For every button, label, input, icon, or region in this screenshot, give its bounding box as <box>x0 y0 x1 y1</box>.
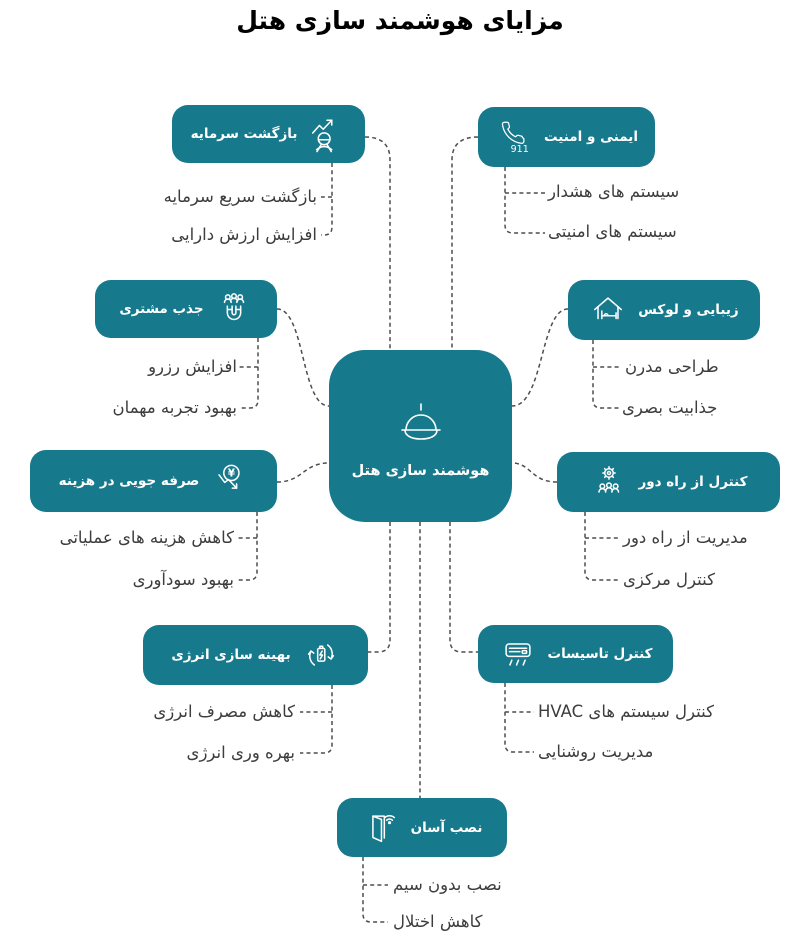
branch-label: جذب مشتری <box>119 301 204 317</box>
page-title: مزایای هوشمند سازی هتل <box>236 6 564 35</box>
branch-label: بازگشت سرمایه <box>190 126 298 142</box>
sub-item: بهبود تجربه مهمان <box>112 398 237 417</box>
currency-symbol-label: ¥ <box>228 467 236 480</box>
connector-path <box>363 857 388 922</box>
cloche-icon <box>393 394 449 450</box>
sub-item: بهبود سودآوری <box>132 570 234 589</box>
branch-label: ایمنی و امنیت <box>543 129 638 145</box>
central-node-hotel-automation <box>329 350 512 522</box>
sub-item: کاهش اختلال <box>393 912 483 931</box>
branch-node-customer <box>95 280 277 338</box>
connector-path <box>277 463 329 482</box>
sub-item: سیستم های امنیتی <box>548 222 677 241</box>
investor-growth-icon <box>308 115 346 153</box>
customer-magnet-icon <box>215 290 253 328</box>
connector-path <box>593 340 621 408</box>
connector-path <box>239 338 258 408</box>
connector-path <box>450 522 478 652</box>
branch-node-hvac <box>478 625 673 683</box>
remote-control-icon <box>590 463 628 501</box>
connector-path <box>277 309 329 406</box>
energy-optimization-icon <box>302 636 340 674</box>
connector-path <box>368 522 390 652</box>
luxury-home-icon <box>589 291 627 329</box>
branch-node-cost-saving <box>30 450 277 512</box>
easy-install-icon <box>362 809 400 847</box>
sub-item: بازگشت سریع سرمایه <box>163 187 317 206</box>
sub-item: جذابیت بصری <box>622 398 718 417</box>
sub-item: افزایش ارزش دارایی <box>171 225 317 244</box>
sub-item: بهره وری انرژی <box>186 743 295 762</box>
sub-item: سیستم های هشدار <box>548 182 680 201</box>
sub-item: کنترل مرکزی <box>623 570 715 589</box>
branch-label: کنترل از راه دور <box>638 474 748 490</box>
sub-item: مدیریت از راه دور <box>623 528 748 547</box>
sub-item: افزایش رزرو <box>148 357 237 376</box>
connector-path <box>512 309 568 406</box>
emergency-number-label: 911 <box>510 144 529 156</box>
branch-node-energy <box>143 625 368 685</box>
connector-path <box>585 512 619 580</box>
branch-node-luxury <box>568 280 760 340</box>
sub-item: کاهش هزینه های عملیاتی <box>59 528 234 547</box>
sub-item: نصب بدون سیم <box>393 875 502 894</box>
branch-safety-connectors <box>452 137 545 350</box>
central-node-label: هوشمند سازی هتل <box>351 462 490 479</box>
branch-install-connectors <box>363 522 420 922</box>
connector-path <box>365 137 390 350</box>
branch-label: بهینه سازی انرژی <box>171 647 291 663</box>
branch-label: زیبایی و لوکس <box>638 302 739 318</box>
cost-saving-icon <box>210 462 248 500</box>
branch-node-roi <box>172 105 365 163</box>
sub-item: مدیریت روشنایی <box>538 742 654 761</box>
branch-node-easy-install <box>337 798 507 857</box>
branch-roi-connectors <box>321 137 390 350</box>
branch-node-safety <box>478 107 655 167</box>
sub-item: کاهش مصرف انرژی <box>153 702 295 721</box>
connector-path <box>238 512 257 580</box>
sub-item: طراحی مدرن <box>625 357 719 376</box>
connector-path <box>512 463 557 482</box>
emergency-call-icon <box>495 118 533 156</box>
branch-label: صرفه جویی در هزینه <box>58 473 200 489</box>
connector-path <box>505 683 534 752</box>
branch-label: کنترل تاسیسات <box>547 646 653 662</box>
hvac-control-icon <box>499 635 537 673</box>
branch-node-remote-control <box>557 452 780 512</box>
sub-item: کنترل سیستم های HVAC <box>538 702 714 721</box>
connector-path <box>300 685 332 753</box>
connector-path <box>452 137 478 350</box>
connector-path <box>505 167 545 233</box>
branch-label: نصب آسان <box>410 819 483 836</box>
connector-path <box>321 163 332 235</box>
